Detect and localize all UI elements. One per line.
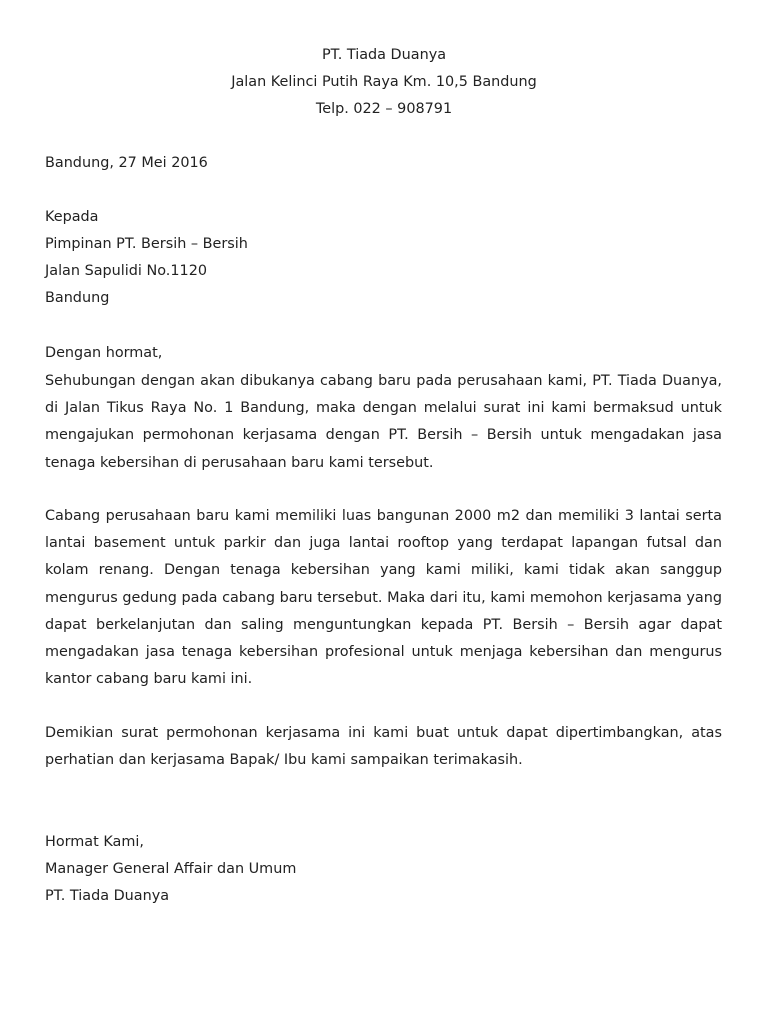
body-paragraph-1: Sehubungan dengan akan dibukanya cabang baru pada perusahaan kami, PT. Tiada Duanya, di Jalan Tikus Raya No. 1 Bandung, maka dengan melalui surat ini kami bermaksud untuk mengajukan permohonan kerjasama dengan PT. Bersih – Bersih untuk mengadakan jasa tenaga kebersihan di perusahaan baru kami tersebut. [45, 373, 722, 471]
closing-regards: Hormat Kami, [45, 834, 144, 850]
recipient-to: Kepada [45, 209, 99, 225]
closing-title: Manager General Affair dan Umum [45, 861, 297, 877]
body-paragraph-2: Cabang perusahaan baru kami memiliki luas bangunan 2000 m2 dan memiliki 3 lantai serta lantai basement untuk parkir dan juga lantai rooftop yang terdapat lapangan futsal dan kolam renang. Dengan tenaga kebersihan yang kami miliki, kami tidak akan sanggup mengurus gedung pada cabang baru tersebut. Maka dari itu, kami memohon kerjasama yang dapat berkelanjutan dan saling menguntungkan kepada PT. Bersih – Bersih agar dapat mengadakan jasa tenaga kebersihan profesional untuk menjaga kebersihan dan mengurus kantor cabang baru kami ini. [45, 508, 722, 688]
closing-company: PT. Tiada Duanya [45, 888, 170, 904]
recipient-city: Bandung [45, 290, 110, 306]
salutation: Dengan hormat, [45, 345, 163, 361]
recipient-street: Jalan Sapulidi No.1120 [45, 263, 207, 279]
body-paragraph-3: Demikian surat permohonan kerjasama ini kami buat untuk dapat dipertimbangkan, atas perhatian dan kerjasama Bapak/ Ibu kami sampaikan terimakasih. [45, 725, 722, 769]
letterhead-company: PT. Tiada Duanya [321, 47, 447, 63]
recipient-name: Pimpinan PT. Bersih – Bersih [45, 236, 248, 252]
letterhead-address: Jalan Kelinci Putih Raya Km. 10,5 Bandung [231, 74, 537, 90]
letter-date: Bandung, 27 Mei 2016 [45, 155, 208, 171]
letterhead-phone: Telp. 022 – 908791 [315, 101, 453, 117]
